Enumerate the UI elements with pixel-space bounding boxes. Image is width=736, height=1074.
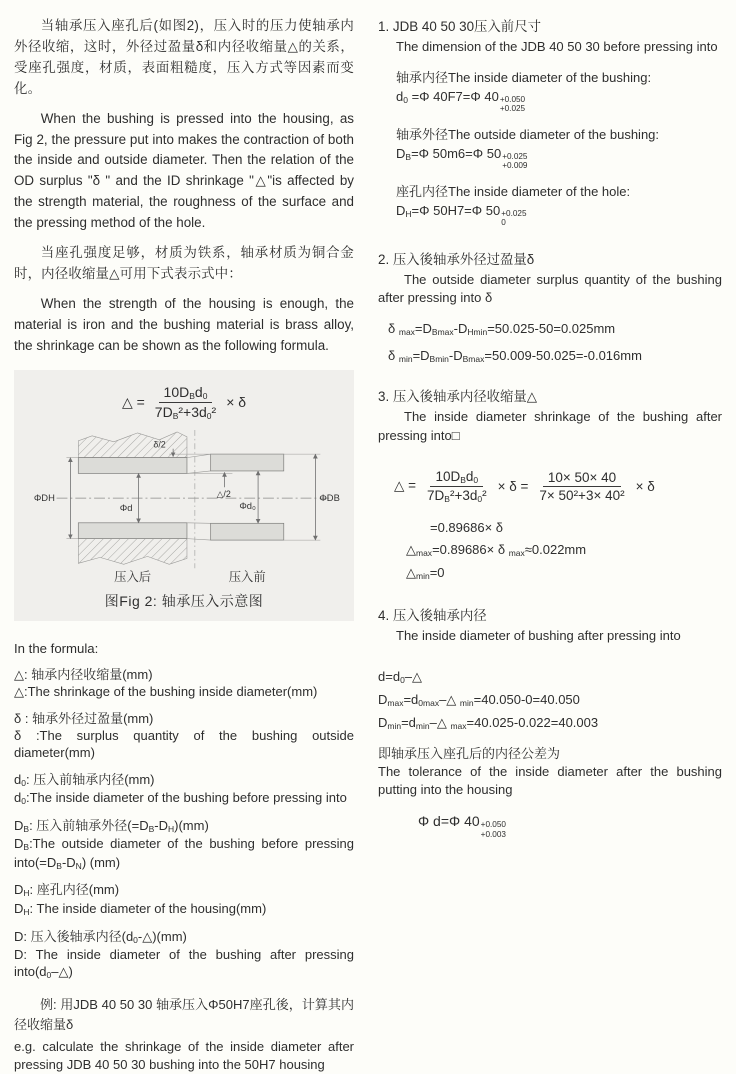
definition-zh: $d_0$: 压入前轴承内径(mm) xyxy=(14,771,354,789)
definition-en: δ :The surplus quantity of the bushing outside diameter(mm) xyxy=(14,727,354,762)
tolerance-stack xyxy=(481,820,506,838)
tolerance-stack xyxy=(500,95,525,113)
entry-label: 轴承外径The outside diameter of the bushing: xyxy=(396,126,722,144)
definition-zh: △: 轴承内径收缩量(mm) xyxy=(14,666,354,683)
section-3-subtitle: The inside diameter shrinkage of the bushing after pressing into□ xyxy=(378,408,722,444)
tolerance-stack xyxy=(502,152,527,170)
bushing-after-top-wall xyxy=(78,457,187,473)
tolerance-upper: +0.050 xyxy=(481,820,506,829)
calc-fraction-numeric xyxy=(534,470,629,503)
calc-num2: 10× 50× 40 xyxy=(543,470,621,487)
entry-inside-diameter xyxy=(396,69,722,113)
section-1-title: 1. JDB 40 50 30压入前尺寸 xyxy=(378,16,722,35)
dim-label-db: ΦDB xyxy=(319,493,340,503)
shrinkage-formula xyxy=(20,384,348,421)
d-equation: $d=d_0-\triangle$ xyxy=(378,669,722,685)
result-coefficient: =0.89686× δ xyxy=(430,520,722,535)
definition-en: $D_H$: The inside diameter of the housing(mm) xyxy=(14,900,354,918)
entry-label: 轴承内径The inside diameter of the bushing: xyxy=(396,69,722,87)
entry-value xyxy=(396,146,722,170)
figure-caption: 图Fig 2: 轴承压入示意图 xyxy=(20,591,348,611)
definition-zh: $D_B$: 压入前轴承外径$(=D_B-D_H)(mm)$ xyxy=(14,817,354,835)
taper-line xyxy=(187,471,211,473)
calc-rhs: × δ xyxy=(636,479,655,494)
d-max-equation: $D_{max}=d_{0max}-\triangle$ $_{min}$=40.050-0=40.050 xyxy=(378,692,722,708)
example-zh: 例: 用JDB 40 50 30 轴承压入Φ50H7座孔後，计算其内径收缩量δ xyxy=(14,995,354,1034)
entry-value xyxy=(396,203,722,227)
intro-paragraph-zh: 当轴承压入座孔后(如图2)，压入时的压力使轴承内外径收缩，这时，外径过盈量δ和内径收缩量△的关系，受座孔强度，材质，表面粗糙度，压入方式等因素而变化。 xyxy=(14,16,354,100)
formula-rhs: × δ xyxy=(226,394,246,410)
entry-label: 座孔内径The inside diameter of the hole: xyxy=(396,183,722,201)
shrinkage-calc-formula xyxy=(394,469,722,504)
tolerance-upper: +0.025 xyxy=(502,152,527,161)
result-shrink-min: $\triangle_{min}=0$ xyxy=(406,565,722,581)
example-en: e.g. calculate the shrinkage of the inside diameter after pressing JDB 40 50 30 bushing into the 50H7 housing xyxy=(14,1038,354,1073)
in-formula-heading: In the formula: xyxy=(14,641,354,656)
bushing-before-top-wall xyxy=(211,454,284,471)
housing-hatch-bottom xyxy=(78,538,187,564)
delta-max-equation: δ $_{max}=D_{Bmax}-D_{Hmin}=50.025-50=0.025mm$ xyxy=(388,321,722,337)
formula-lhs: △ = xyxy=(122,394,145,411)
definition-zh: δ : 轴承外径过盈量(mm) xyxy=(14,710,354,727)
dim-label-d: Φd xyxy=(120,503,133,513)
label-before-pressing: 压入前 xyxy=(229,570,266,584)
entry-value-pre: $D_B=\Phi$ 50m6=Φ 50 xyxy=(396,146,501,161)
bushing-after-bottom-wall xyxy=(78,522,187,538)
section-1-dimensions xyxy=(378,16,722,227)
tolerance-upper: +0.050 xyxy=(500,95,525,104)
entry-value xyxy=(396,89,722,113)
dim-label-dh: ΦDH xyxy=(34,493,55,503)
d-min-equation: $D_{min}=d_{min}-\triangle$ $_{max}$=40.025-0.022=40.003 xyxy=(378,715,722,731)
section-4-inside-diameter xyxy=(378,605,722,839)
entry-hole-diameter xyxy=(396,183,722,227)
entry-outside-diameter xyxy=(396,126,722,170)
tolerance-lower: 0 xyxy=(501,218,526,227)
definition-en: D: The inside diameter of the bushing after pressing $into(d_0-\triangle)$ xyxy=(14,946,354,982)
tolerance-lower: +0.003 xyxy=(481,830,506,839)
intro-paragraph-en: When the bushing is pressed into the housing, as Fig 2, the pressure put into makes the contraction of both the inside and outside diameter. Then the relation of the OD surplus "δ " and the ID shrinkage "△"is affected by the strength material, the roughness of the surface and the pressing method of the hole. xyxy=(14,109,354,234)
formula-fraction xyxy=(150,384,221,421)
taper-line xyxy=(187,538,211,539)
entry-value-pre: $D_H=\Phi$ 50H7=Φ 50 xyxy=(396,203,500,218)
result-shrink-max: $\triangle_{max}=0.89686\times \delta$ $_{max}$≈0.022mm xyxy=(406,542,722,558)
calc-fraction-symbolic xyxy=(422,469,492,504)
definition-db xyxy=(14,817,354,872)
calc-lhs: △ = xyxy=(394,478,416,494)
section-3-shrinkage xyxy=(378,386,722,580)
tolerance-upper: +0.025 xyxy=(501,209,526,218)
bushing-before-bottom-wall xyxy=(211,523,284,540)
section-4-subtitle: The inside diameter of bushing after pressing into xyxy=(396,627,722,645)
definition-en: $D_B:The$ outside diameter of the bushing before pressing $into(=D_B-D_N)$ (mm) xyxy=(14,835,354,872)
definition-zh: $D_H$: 座孔内径(mm) xyxy=(14,881,354,899)
section-2-subtitle: The outside diameter surplus quantity of the bushing after pressing into δ xyxy=(378,271,722,307)
tolerance-note-en: The tolerance of the inside diameter after the bushing putting into the housing xyxy=(378,763,722,799)
definition-shrinkage xyxy=(14,666,354,701)
calc-den1: $7D_B^2+3d_0^2$ xyxy=(422,487,492,504)
calc-mid: × δ = xyxy=(498,479,529,494)
definition-d-after xyxy=(14,928,354,982)
taper-line xyxy=(187,454,211,457)
tolerance-note-zh: 即轴承压入座孔后的内径公差为 xyxy=(378,745,722,763)
dim-label-delta-half: δ/2 xyxy=(153,439,165,449)
housing-hatch-top xyxy=(78,432,187,458)
section-1-subtitle: The dimension of the JDB 40 50 30 before pressing into xyxy=(396,38,722,56)
example-block xyxy=(14,995,354,1073)
tolerance-lower: +0.009 xyxy=(502,161,527,170)
formula-numerator: $10D_Bd_0$ xyxy=(159,384,213,403)
formula-denominator: $7D_B^2+3d_0^2$ xyxy=(150,403,221,421)
figure-2-box xyxy=(14,370,354,621)
section-4-title: 4. 压入後轴承内径 xyxy=(378,605,722,624)
tolerance-stack xyxy=(501,209,526,227)
label-after-pressing: 压入后 xyxy=(114,570,151,584)
press-fit-diagram xyxy=(21,427,347,587)
definition-zh: D: 压入後轴承内径$(d_0-\triangle)(mm)$ xyxy=(14,928,354,946)
calc-num1: $10D_Bd_0$ xyxy=(430,469,483,487)
section-2-surplus xyxy=(378,249,722,364)
dim-label-shrink-half: △/2 xyxy=(217,489,231,499)
condition-paragraph-zh: 当座孔强度足够，材质为铁系，轴承材质为铜合金时，内径收缩量△可用下式表示式中： xyxy=(14,243,354,285)
delta-min-equation: δ $_{min}=D_{Bmin}-D_{Bmax}=50.009-50.025=-0.016mm$ xyxy=(388,348,722,364)
tolerance-lower: +0.025 xyxy=(500,104,525,113)
calc-den2: 7× 50²+3× 40² xyxy=(534,487,629,503)
definition-en: $d_0:The$ inside diameter of the bushing before pressing into xyxy=(14,789,354,807)
section-3-title: 3. 压入後轴承内径收缩量△ xyxy=(378,386,722,405)
section-2-title: 2. 压入後轴承外径过盈量δ xyxy=(378,249,722,268)
final-value-pre: Φ d=Φ 40 xyxy=(418,813,480,829)
final-tolerance-value xyxy=(418,813,722,838)
entry-value-pre: $d_0 =\Phi$ 40F7=Φ 40 xyxy=(396,89,499,104)
dim-label-d0: Φd₀ xyxy=(239,501,256,511)
definition-en: △:The shrinkage of the bushing inside diameter(mm) xyxy=(14,683,354,700)
definition-d0 xyxy=(14,771,354,808)
left-column xyxy=(14,16,354,1074)
condition-paragraph-en: When the strength of the housing is enough, the material is iron and the bushing material is brass alloy, the shrinkage can be shown as the following formula. xyxy=(14,294,354,357)
definition-surplus xyxy=(14,710,354,762)
right-column xyxy=(378,16,722,1074)
